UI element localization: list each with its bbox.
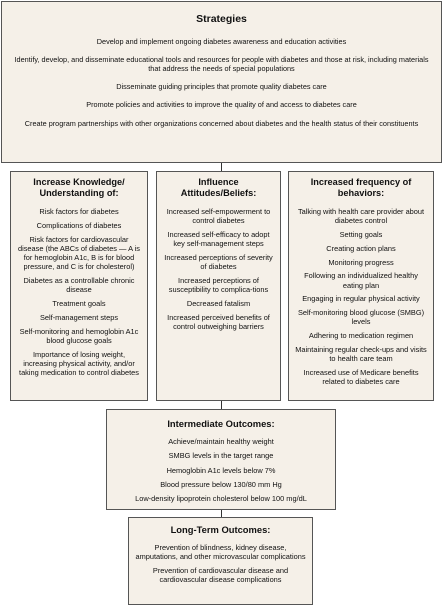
knowledge-item: Risk factors for cardiovascular disease (the ABCs of diabetes — A is for hemoglobin A1c, B is for blood pressure, and C is for cholesterol) [17, 234, 140, 272]
knowledge-item: Complications of diabetes [36, 220, 122, 230]
behavior-item: Self-monitoring blood glucose (SMBG) levels [297, 308, 425, 327]
attitudes-title: Influence Attitudes/Beliefs: [180, 177, 257, 198]
longterm-title: Long-Term Outcomes: [170, 524, 271, 535]
strategies-title: Strategies [196, 13, 247, 25]
strategy-item: Promote policies and activities to improve the quality of and access to diabetes care [86, 100, 357, 110]
behavior-item: Maintaining regular check-ups and visits to health care team [295, 344, 427, 364]
attitude-item: Increased perceptions of susceptibility to complica-tions [168, 276, 269, 295]
strategies-box [1, 1, 442, 163]
attitude-item: Increased perceptions of severity of diabetes [164, 253, 273, 272]
behavior-item: Monitoring progress [328, 257, 394, 267]
behavior-item: Following an individualized healthy eating plan [304, 271, 418, 290]
connector-line [221, 510, 222, 517]
knowledge-item: Treatment goals [52, 299, 106, 309]
behavior-item: Creating action plans [326, 243, 396, 253]
connector-line [221, 163, 222, 171]
behavior-item: Setting goals [339, 230, 383, 240]
longterm-item: Prevention of cardiovascular disease and cardiovascular disease complications [152, 566, 289, 585]
longterm-item: Prevention of blindness, kidney disease, amputations, and other microvascular complications [135, 543, 306, 562]
strategy-item: Create program partnerships with other organizations concerned about diabetes and the health status of their constituents [24, 118, 419, 128]
intermediate-item: Hemoglobin A1c levels below 7% [166, 465, 276, 475]
attitude-item: Increased self-empowerment to control diabetes [166, 207, 271, 226]
attitude-item: Increased self-efficacy to adopt key self-management steps [167, 230, 270, 249]
knowledge-title: Increase Knowledge/ Understanding of: [33, 177, 125, 198]
connector-line [221, 401, 222, 409]
strategy-item: Identify, develop, and disseminate educational tools and resources for people with diabetes and those at risk, including materials that address the needs of special populations [14, 55, 429, 74]
intermediate-item: Blood pressure below 130/80 mm Hg [160, 479, 282, 489]
behavior-item: Adhering to medication regimen [308, 331, 414, 341]
attitude-item: Decreased fatalism [186, 299, 251, 309]
intermediate-item: Low-density lipoprotein cholesterol below 100 mg/dL [135, 494, 307, 503]
behavior-item: Engaging in regular physical activity [302, 294, 420, 304]
knowledge-item: Self-management steps [39, 312, 119, 322]
knowledge-item: Importance of losing weight, increasing physical activity, and/or taking medication to control diabetes [19, 349, 139, 378]
behavior-item: Increased use of Medicare benefits related to diabetes care [303, 367, 419, 387]
strategy-item: Disseminate guiding principles that promote quality diabetes care [116, 82, 327, 92]
long-term-outcomes-box [128, 517, 313, 605]
behavior-item: Talking with health care provider about diabetes control [297, 207, 425, 226]
intermediate-item: SMBG levels in the target range [168, 451, 274, 461]
attitudes-box [156, 171, 281, 401]
attitude-item: Increased perceived benefits of control outweighing barriers [167, 312, 270, 332]
behaviors-title: Increased frequency of behaviors: [310, 177, 412, 198]
intermediate-item: Achieve/maintain healthy weight [168, 437, 274, 446]
knowledge-item: Diabetes as a controllable chronic disease [23, 276, 135, 295]
behaviors-box [288, 171, 434, 401]
strategy-item: Develop and implement ongoing diabetes awareness and education activities [96, 37, 347, 46]
knowledge-item: Risk factors for diabetes [39, 207, 119, 217]
intermediate-title: Intermediate Outcomes: [167, 418, 275, 429]
knowledge-box [10, 171, 148, 401]
knowledge-item: Self-monitoring and hemoglobin A1c blood glucose goals [19, 326, 139, 345]
intermediate-outcomes-box [106, 409, 336, 510]
